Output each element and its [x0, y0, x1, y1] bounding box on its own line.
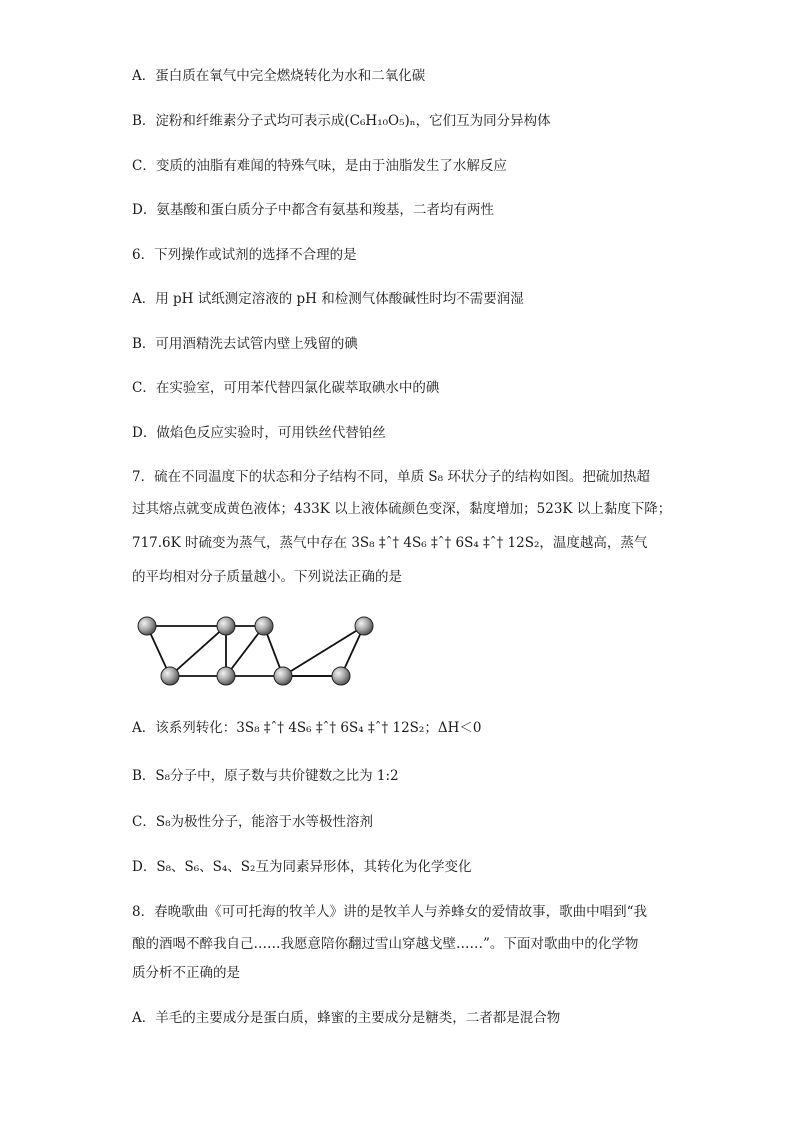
q7-stem-line-1: 7．硫在不同温度下的状态和分子结构不同，单质 S₈ 环状分子的结构如图。把硫加热超 [132, 469, 650, 485]
sulfur-atom [255, 617, 273, 635]
q6-stem: 6．下列操作或试剂的选择不合理的是 [132, 247, 357, 263]
sulfur-atom [274, 667, 292, 685]
q6-option-a: A．用 pH 试纸测定溶液的 pH 和检测气体酸碱性时均不需要润湿 [132, 291, 524, 307]
sulfur-atom [217, 617, 235, 635]
sulfur-atom [332, 667, 350, 685]
q5-option-b: B．淀粉和纤维素分子式均可表示成(C₆H₁₀O₅)ₙ，它们互为同分异构体 [132, 113, 551, 129]
q6-option-b: B．可用酒精洗去试管内壁上残留的碘 [132, 336, 358, 352]
sulfur-atom [217, 667, 235, 685]
q5-option-d: D．氨基酸和蛋白质分子中都含有氨基和羧基，二者均有两性 [132, 202, 494, 218]
q8-option-a: A．羊毛的主要成分是蛋白质，蜂蜜的主要成分是糖类，二者都是混合物 [132, 1010, 561, 1026]
q7-option-c: C．S₈为极性分子，能溶于水等极性溶剂 [132, 814, 373, 830]
q7-option-d: D．S₈、S₆、S₄、S₂互为同素异形体，其转化为化学变化 [132, 859, 472, 875]
q7-option-b: B．S₈分子中，原子数与共价键数之比为 1:2 [132, 768, 399, 784]
sulfur-atom [355, 617, 373, 635]
q8-stem-line-3: 质分析不正确的是 [132, 965, 240, 981]
q6-option-d: D．做焰色反应实验时，可用铁丝代替铂丝 [132, 425, 386, 441]
q8-stem-line-1: 8．春晚歌曲《可可托海的牧羊人》讲的是牧羊人与养蜂女的爱情故事，歌曲中唱到“我 [132, 904, 647, 920]
sulfur-atom [138, 617, 156, 635]
sulfur-atom [161, 667, 179, 685]
q6-option-c: C．在实验室，可用苯代替四氯化碳萃取碘水中的碘 [132, 380, 440, 396]
s8-ring-structure-diagram [128, 608, 388, 688]
q7-option-a: A．该系列转化：3S₈ ‡ˆ† 4S₆ ‡ˆ† 6S₄ ‡ˆ† 12S₂；ΔH＜0 [132, 720, 482, 736]
q5-option-a: A．蛋白质在氧气中完全燃烧转化为水和二氧化碳 [132, 68, 426, 84]
q7-stem-line-2: 过其熔点就变成黄色液体；433K 以上液体硫颜色变深，黏度增加；523K 以上黏度下降； [132, 501, 672, 517]
q7-stem-line-3: 717.6K 时硫变为蒸气，蒸气中存在 3S₈ ‡ˆ† 4S₆ ‡ˆ† 6S₄ ‡ˆ† 12S₂，温度越高，蒸气 [132, 535, 648, 551]
q8-stem-line-2: 酿的酒喝不醉我自己……我愿意陪你翻过雪山穿越戈壁……”。下面对歌曲中的化学物 [132, 936, 639, 952]
q5-option-c: C．变质的油脂有难闻的特殊气味，是由于油脂发生了水解反应 [132, 158, 507, 174]
q7-stem-line-4: 的平均相对分子质量越小。下列说法正确的是 [132, 569, 402, 585]
